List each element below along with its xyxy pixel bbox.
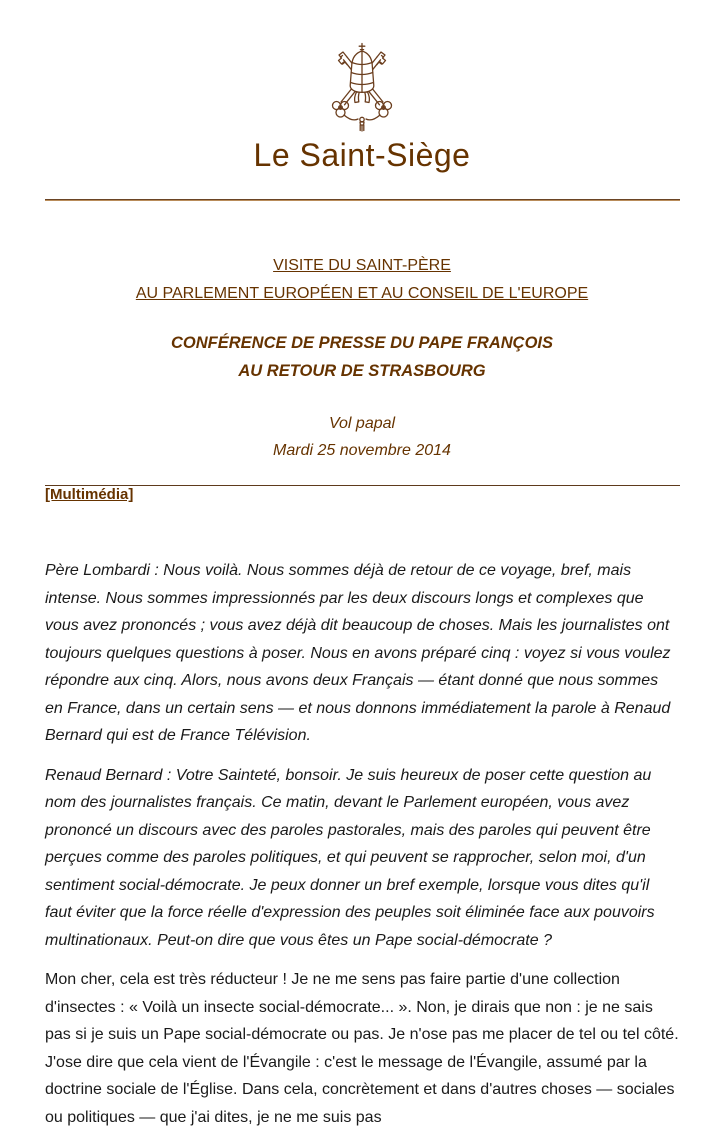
document-body [45,557,680,1131]
document-title-line2: AU RETOUR DE STRASBOURG [238,362,486,380]
multimedia-link[interactable]: [Multimédia] [45,486,134,503]
vatican-crossed-keys-tiara-icon [324,42,400,133]
document-title [0,329,724,385]
visit-link-line2[interactable]: AU PARLEMENT EUROPÉEN ET AU CONSEIL DE L'EUROPE [135,285,589,302]
holy-see-emblem [324,42,400,133]
header-divider [45,199,680,201]
paragraph-renaud-bernard: Renaud Bernard : Votre Sainteté, bonsoir. Je suis heureux de poser cette question au nom des journalistes français. Ce matin, devant le Parlement européen, vous avez prononcé un discours avec des paroles pastorales, mais des paroles qui peuvent être perçues comme des paroles politiques, et qui peuvent se rapprocher, selon moi, d'un sentiment social-démocrate. Je peux donner un bref exemple, lorsque vous dites qu'il faut éviter que la force réelle d'expression des peuples soit éliminée face aux pouvoirs multinationaux. Peut-on dire que vous êtes un Pape social-démocrate ? [45,766,655,949]
subtitle-date: Mardi 25 novembre 2014 [273,442,451,459]
visit-link-line1[interactable]: VISITE DU SAINT-PÈRE [273,257,451,274]
visit-links [0,252,724,308]
multimedia-bar [45,485,680,504]
document-subtitle [0,410,724,464]
site-header [0,42,724,201]
subtitle-location: Vol papal [328,415,396,432]
paragraph-pope-answer: Mon cher, cela est très réducteur ! Je ne me sens pas faire partie d'une collection d'insectes : « Voilà un insecte social-démocrate... ». Non, je dirais que non : je ne sais pas si je suis un Pape social-démocrate ou pas. Je n'ose pas me placer de tel ou tel côté. J'ose dire que cela vient de l'Évangile : c'est le message de l'Évangile, assumé par la doctrine sociale de l'Église. Dans cela, concrètement et dans d'autres choses — sociales ou politiques — que j'ai dites, je ne me suis pas [45,971,679,1126]
paragraph-lombardi: Père Lombardi : Nous voilà. Nous sommes déjà de retour de ce voyage, bref, mais intense. Nous sommes impressionnés par les deux discours longs et complexes que vous avez prononcés ; vous avez déjà dit beaucoup de choses. Mais les journalistes ont toujours quelques questions à poser. Nous en avons préparé cinq : voyez si vous voulez répondre aux cinq. Alors, nous avons deux Français — étant donné que nous sommes en France, dans un certain sens — et nous donnons immédiatement la parole à Renaud Bernard qui est de France Télévision. [45,562,671,744]
site-title: Le Saint-Siège [253,137,471,173]
document-title-line1: CONFÉRENCE DE PRESSE DU PAPE FRANÇOIS [171,334,553,352]
document-head [0,252,724,464]
